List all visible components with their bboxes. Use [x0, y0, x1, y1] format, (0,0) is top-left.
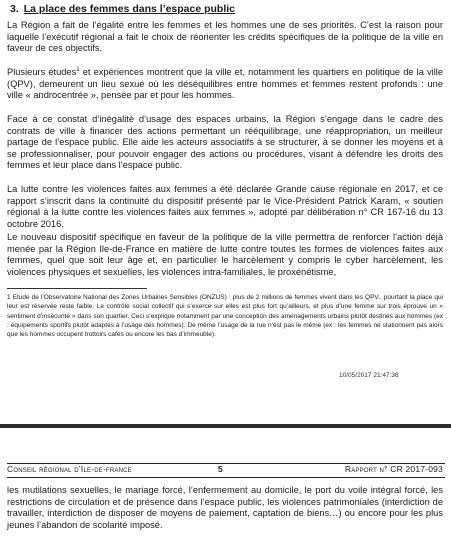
page-break-rule [0, 424, 451, 428]
footnote-separator [7, 288, 147, 289]
page-break-gap [0, 392, 451, 454]
paragraph-studies [7, 67, 443, 102]
footer-page-number: 5 [218, 464, 223, 474]
print-timestamp: 10/05/2017 21:47:36 [339, 372, 399, 379]
paragraph-studies-body: et expériences montrent que la ville et, notamment les quartiers en politique de la ville (QPV), demeurent un lieu sexué où les déséquilibres entre hommes et femmes restent profonds : une ville « androcentrée », pensée par et pour les hommes. [7, 67, 443, 101]
paragraph-new-measure: Le nouveau dispositif spécifique en faveur de la politique de la ville permettra de renforcer l’action déjà menée par la Région Ile-de-France en matière de lutte contre toutes les formes de violences faites aux femmes, quel que soit leur âge et, en particulier le harcèlement y compris le cyber harcèlement, les violences physiques et sexuelles, les violences intra-familiales, le proxénétisme, [7, 232, 443, 277]
paragraph-priorities: La Région a fait de l’égalité entre les femmes et les hommes une de ses priorités. C’est la raison pour laquelle l’exécutif régional a fait le choix de réorienter les crédits spécifiques de la politique de la ville en faveur de ces objectifs. [7, 20, 443, 54]
paragraph-grande-cause: La lutte contre les violences faites aux femmes a été déclarée Grande cause régionale en 2017, et ce rapport s’inscrit dans la continuité du dispositif présenté par le Vice-Président Patrick Karam, « soutien régional à la lutte contre les violences faites aux femmes », adopté par délibération n° CR 167-16 du 13 octobre 2016. [7, 184, 443, 229]
section-heading [10, 3, 235, 15]
paragraph-studies-lead: Plusieurs études [7, 67, 77, 77]
footnote-text: 1 Etude de l’Observatoire National des Zones Urbaines Sensibles (ONZUS) : plus de 2 millions de femmes vivent dans les QPV., pourtant la place qui leur est réservée reste faible. Le contrôle social collectif qui s’exerce sur elles est plus fort qu’ailleurs, et plus d’une femme sur trois éprouve un « sentiment d’insécurité » dans son quartier. Ceci s’explique notamment par une conception des aménagements urbains plutôt destinés aux hommes (ex : équipements sportifs plutôt adaptés à l’usage des hommes). De même l’usage de la rue n’est pas le même (ex : les femmes ne stationnent pas alors que les hommes occupent trottoirs cafés ou encore les bas d’immeuble). [7, 294, 443, 339]
section-number: 3. [10, 3, 19, 15]
footer-report-number: Rapport n° CR 2017-093 [344, 464, 443, 474]
paragraph-continuation: les mutilations sexuelles, le mariage forcé, l’enfermement au domicile, le port du voile intégral forcé, les restrictions de circulation et de présence dans l’espace public, les violences patrimoniales (interdiction de travailler, interdiction de disposer de moyens de paiement, captation de biens…) ou encore pour les plus jeunes l’abandon de scolarité imposé. [7, 485, 443, 530]
paragraph-public-space: Face à ce constat d’inégalité d’usage des espaces urbains, la Région s’engage dans le cadre des contrats de ville à financer des actions permettant un rééquilibrage, une réappropriation, un meilleur partage de l’espace public. Elle aide les acteurs associatifs à se structurer, à se donner les moyens et à se professionnaliser, pour pouvoir engager des actions ou procédures, visant à défendre les droits des femmes et leur place dans l’espace public. [7, 114, 443, 171]
footnote-reference[interactable]: 1 [76, 66, 80, 73]
footer-bottom-rule [7, 477, 445, 478]
footer-organization: Conseil régional d’Ile-de-france [7, 464, 132, 474]
section-title: La place des femmes dans l’espace public [23, 3, 236, 15]
